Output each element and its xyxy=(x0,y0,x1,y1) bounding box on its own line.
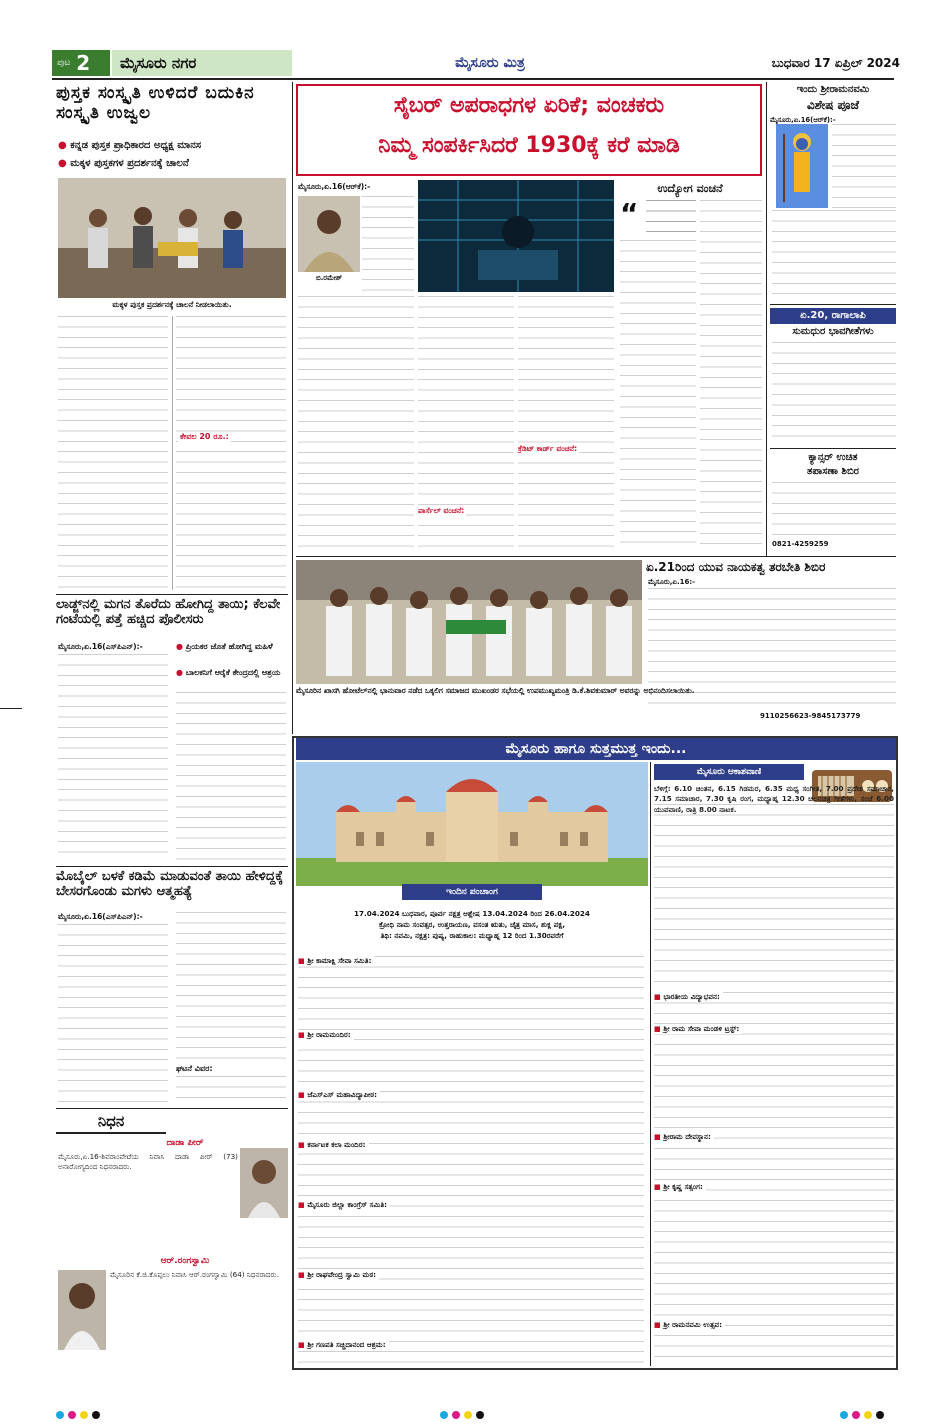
event-item-2: ■ ಶ್ರೀ ರಾಮಮಂದಿರ: xyxy=(298,1030,354,1040)
obituary-photo-2 xyxy=(58,1270,106,1350)
radio-schedule: ಬೆಳಿಗ್ಗೆ: 6.10 ಚಿಂತನ, 6.15 ಗಿಡಮರ, 6.35 ಮಧ್ಯ ಸಂಗೀತ, 7.00 ಪ್ರದೇಶ ಸಮಾಚಾರ, 7.15 ಸಮಾಚಾರ, 7.30 ಕೃಷಿ ರಂಗ, ಮಧ್ಯಾಹ್ನ 12.30 ಚಲನಚಿತ್ರ ಗೀತೆಗಳು, ಸಂಜೆ 6.00 ಯುವವಾಣಿ, ರಾತ್ರಿ 8.00 ನಾಟಕ. xyxy=(654,784,894,814)
cyber-headline-line2: ನಿಮ್ಮ ಸಂಪರ್ಕಿಸಿದರೆ 1930ಕ್ಕೆ ಕರೆ ಮಾಡಿ xyxy=(378,133,680,158)
missing-bullet-2: ● ಬಾಲಕನಿಗೆ ಆರೈಕೆ ಕೇಂದ್ರದಲ್ಲಿ ಆಶ್ರಯ xyxy=(176,668,281,677)
pull-quote-mark: “ xyxy=(620,197,639,230)
book-body-col2 xyxy=(176,316,286,588)
right-event-3: ■ ಶ್ರೀರಾಮ ದೇವಸ್ಥಾನ: xyxy=(654,1132,714,1142)
obituary-name-2: ಆರ್.ರಂಗಸ್ವಾಮಿ xyxy=(160,1256,210,1266)
right-event-5: ■ ಶ್ರೀ ರಾಮನವಮಿ ಉತ್ಸವ: xyxy=(654,1320,725,1330)
congress-photo xyxy=(296,560,642,684)
cyber-subhead-parcel: ಪಾರ್ಸೆಲ್ ವಂಚನೆ: xyxy=(418,506,465,515)
panchanga-line-1: 17.04.2024 ಬುಧವಾರ, ಪೂರ್ವ ನಕ್ಷತ್ರ ಆಶ್ಲೇಷ 13.04.2024 ರಿಂದ 26.04.2024 xyxy=(354,909,590,918)
youth-phone: 9110256623-9845173779 xyxy=(760,712,861,720)
ramanavami-headline-1: ಇಂದು ಶ್ರೀರಾಮನವಮಿ xyxy=(796,84,870,95)
divider xyxy=(770,304,896,305)
youth-headline: ಏ.21ರಿಂದ ಯುವ ನಾಯಕತ್ವ ತರಬೇತಿ ಶಿಬಿರ xyxy=(646,560,826,574)
color-registration-bottom-left xyxy=(56,1404,104,1423)
right-event-1: ■ ಭಾರತೀಯ ವಿದ್ಯಾಭವನ: xyxy=(654,992,723,1002)
crop-mark xyxy=(0,708,22,709)
cancer-headline-2: ತಪಾಸಣಾ ಶಿಬಿರ xyxy=(807,466,859,477)
events-col-divider xyxy=(650,762,651,1366)
column-divider xyxy=(766,82,767,556)
missing-dateline: ಮೈಸೂರು,ಏ.16(ಎಸ್‌ಪಿಎನ್):- xyxy=(58,642,143,651)
missing-bullet-1: ● ಪ್ರಿಯಕರ ಜೊತೆ ಹೋಗಿದ್ದ ಮಹಿಳೆ xyxy=(176,642,273,651)
rama-art xyxy=(776,124,828,208)
events-banner: ಮೈಸೂರು ಹಾಗೂ ಸುತ್ತಮುತ್ತ ಇಂದು... xyxy=(296,738,896,760)
event-item-5: ■ ಮೈಸೂರು ಜಿಲ್ಲಾ ಕಾಂಗ್ರೆಸ್ ಸಮಿತಿ: xyxy=(298,1200,390,1210)
youth-dateline: ಮೈಸೂರು,ಏ.16:- xyxy=(648,578,696,586)
cyber-body-col4b xyxy=(620,240,696,552)
right-event-4: ■ ಶ್ರೀ ಕೃಷ್ಣ ಸತ್ಸಂಗ: xyxy=(654,1182,706,1192)
right-event-2: ■ ಶ್ರೀ ರಾಮ ಸೇವಾ ಮಂಡಳಿ ಟ್ರಸ್ಟ್: xyxy=(654,1024,742,1034)
page-number: 2 xyxy=(76,51,91,75)
ramanavami-body-side xyxy=(832,124,896,208)
divider xyxy=(770,448,896,449)
color-registration-bottom-center xyxy=(440,1404,488,1423)
mobile-body-col2 xyxy=(176,912,286,1062)
ramanavami-dateline: ಮೈಸೂರು,ಏ.16(ಆರ್‌ಕೆ):- xyxy=(770,116,836,124)
book-headline: ಪುಸ್ತಕ ಸಂಸ್ಕೃತಿ ಉಳಿದರೆ ಬದುಕಿನ ಸಂಸ್ಕೃತಿ ಉಜ್ವಲ xyxy=(56,83,255,123)
page-number-badge xyxy=(52,50,110,76)
portrait-art xyxy=(240,1148,288,1218)
panchanga-title: ಇಂದಿನ ಪಂಚಾಂಗ xyxy=(402,884,542,900)
divider xyxy=(56,866,288,867)
cyber-body-col1a xyxy=(362,196,414,292)
book-bullet-2: ● ಮಕ್ಕಳ ಪುಸ್ತಕಗಳ ಪ್ರದರ್ಶನಕ್ಕೆ ಚಾಲನೆ xyxy=(58,158,189,169)
officer-art xyxy=(298,196,360,272)
cyber-body-col3 xyxy=(518,296,614,552)
music-headline-1: ಏ.20, ರಾಗಾಲಾಪಿ xyxy=(770,308,896,324)
event-item-7: ■ ಶ್ರೀ ಗಣಪತಿ ಸಚ್ಚಿದಾನಂದ ಆಶ್ರಮ: xyxy=(298,1340,389,1350)
ramanavami-headline-2: ವಿಶೇಷ ಪೂಜೆ xyxy=(806,98,860,112)
book-bullet-1: ● ಕನ್ನಡ ಪುಸ್ತಕ ಪ್ರಾಧಿಕಾರದ ಅಧ್ಯಕ್ಷ ಮಾನಸ xyxy=(58,140,202,151)
column-divider xyxy=(172,316,173,590)
cyber-quote-lines xyxy=(646,200,696,236)
congress-caption: ಮೈಸೂರಿನ ಖಾಸಗಿ ಹೋಟೆಲ್‌ನಲ್ಲಿ ಭಾನುವಾರ ನಡೆದ ಒಕ್ಕಲಿಗ ಸಮಾಜದ ಮುಖಂಡರ ಸಭೆಯಲ್ಲಿ ಉಪಮುಖ್ಯಮಂತ್ರಿ ಡಿ.ಕೆ.ಶಿವಕುಮಾರ್ ಅವರನ್ನು ಅಭಿನಂದಿಸಲಾಯಿತು. xyxy=(296,686,695,695)
officer-name: ಬಿ.ರಮೇಶ್ xyxy=(315,274,343,282)
event-item-6: ■ ಶ್ರೀ ರಾಘವೇಂದ್ರ ಸ್ವಾಮಿ ಮಠ: xyxy=(298,1270,379,1280)
mobile-dateline: ಮೈಸೂರು,ಏ.16(ಎಸ್‌ಪಿಎನ್):- xyxy=(58,912,143,921)
events-border xyxy=(292,736,898,1370)
cyber-headline-block xyxy=(296,84,762,176)
page-label: ಪುಟ xyxy=(57,58,71,68)
event-item-1: ■ ಶ್ರೀ ಕಾಮಾಕ್ಷಿ ಸೇವಾ ಸಮಿತಿ: xyxy=(298,956,374,966)
cyber-body-col1 xyxy=(298,296,414,552)
book-photo-caption: ಮಕ್ಕಳ ಪುಸ್ತಕ ಪ್ರದರ್ಶನಕ್ಕೆ ಚಾಲನೆ ನೀಡಲಾಯಿತು. xyxy=(112,300,232,309)
obituary-text-2: ಮೈಸೂರಿನ ಕೆ.ಜಿ.ಕೊಪ್ಪಲು ನಿವಾಸಿ ಆರ್.ರಂಗಸ್ವಾಮಿ (64) ನಿಧನರಾದರು. xyxy=(110,1270,279,1279)
cancer-headline-1: ಕ್ಯಾನ್ಸರ್ ಉಚಿತ xyxy=(808,452,858,463)
missing-body-col1 xyxy=(58,654,168,862)
youth-body xyxy=(648,588,896,710)
panchanga-line-3: ತಿಥಿ: ನವಮಿ, ನಕ್ಷತ್ರ: ಪುಷ್ಯ, ರಾಹುಕಾಲ: ಮಧ್ಯಾಹ್ನ 12 ರಿಂದ 1.30ರವರೆಗೆ xyxy=(380,931,564,940)
event-item-3: ■ ಜೆಎಸ್‌ಎಸ್ ಮಹಾವಿದ್ಯಾಪೀಠ: xyxy=(298,1090,380,1100)
cyber-headline-line1: ಸೈಬರ್ ಅಪರಾಧಗಳ ಏರಿಕೆ; ವಂಚಕರು xyxy=(393,93,665,118)
panchanga-line-2: ಕ್ರೋಧಿ ನಾಮ ಸಂವತ್ಸರ, ಉತ್ತರಾಯಣ, ವಸಂತ ಋತು, ಚೈತ್ರ ಮಾಸ, ಶುಕ್ಲ ಪಕ್ಷ, xyxy=(378,920,566,929)
cyber-subhead-credit: ಕ್ರೆಡಿಟ್ ಕಾರ್ಡ್ ವಂಚನೆ: xyxy=(518,444,578,453)
missing-body-col2 xyxy=(176,692,286,862)
music-body xyxy=(772,342,896,446)
mobile-subhead: ಘಟನೆ ವಿವರ: xyxy=(176,1064,213,1073)
mobile-headline: ಮೊಬೈಲ್ ಬಳಕೆ ಕಡಿಮೆ ಮಾಡುವಂತೆ ತಾಯಿ ಹೇಳಿದ್ದಕ್ಕೆ ಬೇಸರಗೊಂಡು ಮಗಳು ಆತ್ಮಹತ್ಯೆ xyxy=(56,869,284,899)
section-name: ಮೈಸೂರು ನಗರ xyxy=(112,50,292,76)
rama-image xyxy=(776,124,828,208)
portrait-art xyxy=(58,1270,106,1350)
hacker-art xyxy=(418,180,614,292)
color-registration-bottom-right xyxy=(840,1404,888,1423)
music-headline-2: ಸುಮಧುರ ಭಾವಗೀತೆಗಳು xyxy=(792,326,874,337)
officer-photo xyxy=(298,196,360,272)
book-body-col1 xyxy=(58,316,168,588)
group-photo-art xyxy=(296,560,642,684)
cancer-phone: 0821-4259259 xyxy=(772,540,829,548)
missing-headline: ಲಾಡ್ಜ್‌ನಲ್ಲಿ ಮಗನ ತೊರೆದು ಹೋಗಿದ್ದ ತಾಯಿ; ಕೆಲವೇ ಗಂಟೆಯಲ್ಲಿ ಪತ್ತೆ ಹಚ್ಚಿದ ಪೊಲೀಸರು xyxy=(56,597,281,627)
cyber-body-col4 xyxy=(700,200,762,552)
divider xyxy=(56,1108,288,1109)
divider xyxy=(296,556,896,557)
paper-name: ಮೈಸೂರು ಮಿತ್ರ xyxy=(455,55,525,71)
cyber-photo xyxy=(418,180,614,292)
book-photo-art xyxy=(58,178,286,298)
radio-title: ಮೈಸೂರು ಆಕಾಶವಾಣಿ xyxy=(654,764,804,780)
column-divider xyxy=(292,82,293,734)
divider xyxy=(56,594,288,595)
obituary-title: ನಿಧನ xyxy=(56,1112,166,1134)
cyber-subhead-job: ಉದ್ಯೋಗ ವಂಚನೆ xyxy=(657,182,723,195)
cancer-body xyxy=(772,482,896,540)
obituary-photo-1 xyxy=(240,1148,288,1218)
obituary-name-1: ದಾಡಾ ಪೀರ್ xyxy=(166,1138,204,1148)
mobile-body-col1 xyxy=(58,924,168,1104)
event-item-4: ■ ಕರ್ನಾಟಕ ಕಲಾ ಮಂದಿರ: xyxy=(298,1140,369,1150)
book-highlight: ಕೇವಲ 20 ರೂ.: xyxy=(180,432,229,441)
masthead-rule xyxy=(52,78,894,80)
cyber-dateline: ಮೈಸೂರು,ಏ.16(ಆರ್‌ಕೆ):- xyxy=(298,182,371,191)
book-photo xyxy=(58,178,286,298)
issue-date: ಬುಧವಾರ 17 ಏಪ್ರಿಲ್ 2024 xyxy=(771,56,900,70)
obituary-text-1: ಮೈಸೂರು,ಏ.16-ಶಿವರಾಂಪೇಟೆಯ ನಿವಾಸಿ ದಾಡಾ ಪೀರ್ (73) ಅನಾರೋಗ್ಯದಿಂದ ನಿಧನರಾದರು. xyxy=(58,1152,238,1172)
mobile-body-col2b xyxy=(176,1076,286,1104)
ramanavami-body xyxy=(772,210,896,302)
